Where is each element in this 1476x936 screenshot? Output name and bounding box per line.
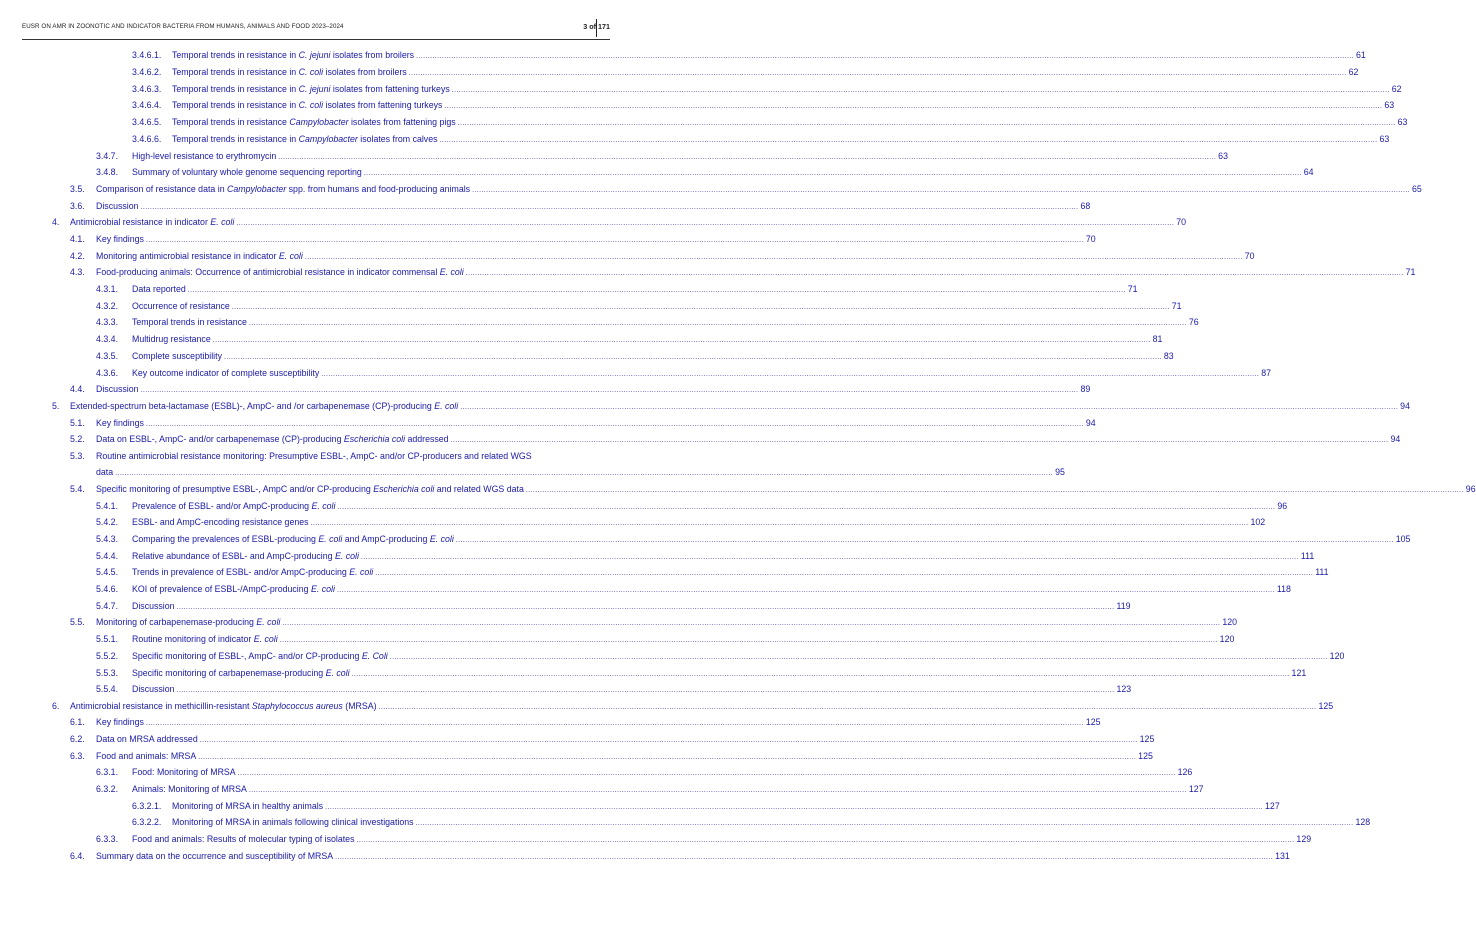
toc-entry[interactable] [96,299,1182,314]
toc-entry[interactable] [96,565,1329,580]
toc-dot-leader: ................................................................................................................................................................................................................................................................................................................................................................................................................ [223,354,1162,361]
toc-dot-leader: ................................................................................................................................................................................................................................................................................................................................................................................................................ [140,204,1079,211]
toc-entry[interactable] [96,366,1272,381]
toc-entry-number: 5.4.4. [96,551,119,561]
toc-dot-leader: ................................................................................................................................................................................................................................................................................................................................................................................................................ [310,520,1249,527]
toc-entry-number: 4.3.3. [96,317,119,327]
toc-entry-page: 87 [1261,368,1272,378]
header-title: EUSR ON AMR IN ZOONOTIC AND INDICATOR BACTERIA FROM HUMANS, ANIMALS AND FOOD 2023–2024 [22,23,344,30]
toc-entry-page: 125 [1318,701,1334,711]
toc-dot-leader: ................................................................................................................................................................................................................................................................................................................................................................................................................ [325,804,1264,811]
toc-entry-title: KOI of prevalence of ESBL-/AmpC-producing E. coli [132,584,335,594]
toc-entry-number: 5.5.2. [96,651,119,661]
toc-entry-page: 68 [1080,201,1091,211]
toc-dot-leader: ................................................................................................................................................................................................................................................................................................................................................................................................................ [444,103,1383,110]
toc-entry[interactable] [96,332,1163,347]
toc-entry-number: 5.3. [70,451,85,461]
toc-entry-number: 5.1. [70,418,85,428]
toc-entry[interactable] [96,349,1174,364]
toc-entry[interactable] [96,499,1288,514]
toc-dot-leader: ................................................................................................................................................................................................................................................................................................................................................................................................................ [375,570,1314,577]
toc-entry[interactable] [96,649,1345,664]
toc-entry-page: 63 [1218,151,1228,161]
toc-entry[interactable] [70,382,1091,397]
toc-entry[interactable] [70,732,1155,747]
toc-entry[interactable] [132,132,1390,147]
toc-entry-page: 127 [1188,784,1204,794]
toc-entry[interactable] [70,715,1101,730]
toc-entry-page: 63 [1397,117,1408,127]
toc-entry-page: 111 [1315,567,1329,577]
toc-dot-leader: ................................................................................................................................................................................................................................................................................................................................................................................................................ [212,337,1151,344]
toc-dot-leader: ................................................................................................................................................................................................................................................................................................................................................................................................................ [337,504,1276,511]
toc-entry-title: Temporal trends in resistance in C. jejuni isolates from broilers [172,50,415,60]
toc-dot-leader: ................................................................................................................................................................................................................................................................................................................................................................................................................ [415,820,1354,827]
toc-entry[interactable] [96,165,1314,180]
toc-entry-page: 121 [1291,668,1307,678]
toc-entry-title: Specific monitoring of carbapenemase-producing E. coli [132,668,350,678]
toc-dot-leader: ................................................................................................................................................................................................................................................................................................................................................................................................................ [451,87,1390,94]
toc-entry-number: 3.6. [70,201,85,211]
toc-entry-title: Routine monitoring of indicator E. coli [132,634,278,644]
toc-dot-leader: ................................................................................................................................................................................................................................................................................................................................................................................................................ [279,637,1218,644]
toc-dot-leader: ................................................................................................................................................................................................................................................................................................................................................................................................................ [335,854,1274,861]
toc-entry-title: Data reported [132,284,186,294]
toc-dot-leader: ................................................................................................................................................................................................................................................................................................................................................................................................................ [278,154,1217,161]
toc-entry-title: Discussion [132,684,175,694]
toc-entry-title: Monitoring antimicrobial resistance in indicator E. coli [96,251,303,261]
toc-entry-page: 83 [1163,351,1174,361]
toc-entry-title: Temporal trends in resistance in C. coli isolates from fattening turkeys [172,100,443,110]
toc-entry[interactable] [70,849,1290,864]
toc-entry-title: Temporal trends in resistance [132,317,247,327]
toc-entry-number: 6.3. [70,751,85,761]
toc-dot-leader: ................................................................................................................................................................................................................................................................................................................................................................................................................ [450,437,1389,444]
toc-entry-page: 64 [1303,167,1314,177]
toc-entry[interactable] [132,82,1402,97]
toc-entry-title: Summary of voluntary whole genome sequencing reporting [132,167,362,177]
toc-entry-title: Antimicrobial resistance in indicator E. coli [70,217,235,227]
toc-entry-number: 6.3.3. [96,834,119,844]
toc-entry-page: 96 [1465,484,1476,494]
toc-entry[interactable] [70,615,1237,630]
toc-entry[interactable] [52,699,1334,714]
toc-entry-number: 3.4.6.6. [132,134,162,144]
toc-entry[interactable] [96,549,1315,564]
toc-entry-title: Temporal trends in resistance in C. coli isolates from broilers [172,67,407,77]
toc-entry[interactable] [96,782,1204,797]
toc-entry-title: Specific monitoring of presumptive ESBL-, AmpC and/or CP-producing Escherichia coli and related WGS data [96,484,524,494]
toc-entry[interactable] [132,65,1359,80]
toc-entry-title: Discussion [96,201,139,211]
toc-entry-page: 71 [1171,301,1182,311]
toc-dot-leader: ................................................................................................................................................................................................................................................................................................................................................................................................................ [439,137,1378,144]
toc-dot-leader: ................................................................................................................................................................................................................................................................................................................................................................................................................ [457,120,1396,127]
toc-dot-leader: ................................................................................................................................................................................................................................................................................................................................................................................................................ [248,320,1187,327]
toc-entry[interactable] [96,532,1411,547]
toc-entry-page: 102 [1250,517,1266,527]
toc-entry-title: Comparison of resistance data in Campylobacter spp. from humans and food-producing animals [96,184,471,194]
toc-entry-number: 5.4. [70,484,85,494]
toc-entry-number: 4.3.2. [96,301,119,311]
toc-entry-title: Summary data on the occurrence and susceptibility of MRSA [96,851,334,861]
toc-entry-number: 4.3.6. [96,368,119,378]
toc-entry[interactable] [96,515,1266,530]
toc-entry-page: 125 [1138,751,1153,761]
toc-entry-number: 3.4.6.5. [132,117,162,127]
toc-entry-page: 95 [1055,467,1065,477]
toc-entry[interactable] [132,815,1371,830]
toc-entry-number: 5.2. [70,434,85,444]
toc-entry[interactable] [70,232,1096,247]
toc-dot-leader: ................................................................................................................................................................................................................................................................................................................................................................................................................ [304,254,1243,261]
toc-entry[interactable] [70,482,1476,497]
toc-entry-page: 62 [1348,67,1359,77]
toc-entry-number: 3.4.6.1. [132,50,162,60]
toc-entry-number: 5.4.6. [96,584,119,594]
toc-entry-page: 70 [1244,251,1255,261]
toc-dot-leader: ................................................................................................................................................................................................................................................................................................................................................................................................................ [176,687,1115,694]
toc-entry-page: 81 [1152,334,1163,344]
toc-entry-number: 6.1. [70,717,85,727]
toc-entry-title: Complete susceptibility [132,351,222,361]
toc-entry-page: 94 [1390,434,1401,444]
toc-dot-leader: ................................................................................................................................................................................................................................................................................................................................................................................................................ [321,371,1260,378]
toc-entry[interactable] [96,832,1312,847]
toc-entry-page: 131 [1275,851,1290,861]
toc-dot-leader: ................................................................................................................................................................................................................................................................................................................................................................................................................ [176,604,1115,611]
toc-entry-page: 119 [1116,601,1131,611]
toc-entry-number: 5.5.4. [96,684,119,694]
toc-entry-title: Routine antimicrobial resistance monitoring: Presumptive ESBL-, AmpC- and/or CP-producers and related WGS [96,451,532,461]
toc-entry-title: Food-producing animals: Occurrence of antimicrobial resistance in indicator commensal E. coli [96,267,464,277]
toc-entry-page: 65 [1412,184,1422,194]
toc-entry-title: ESBL- and AmpC-encoding resistance genes [132,517,309,527]
toc-dot-leader: ................................................................................................................................................................................................................................................................................................................................................................................................................ [465,270,1404,277]
toc-entry-continuation[interactable] [96,465,1065,480]
toc-entry-page: 118 [1276,584,1291,594]
toc-entry-title: Prevalence of ESBL- and/or AmpC-producing E. coli [132,501,336,511]
toc-dot-leader: ................................................................................................................................................................................................................................................................................................................................................................................................................ [145,421,1084,428]
toc-dot-leader: ................................................................................................................................................................................................................................................................................................................................................................................................................ [389,654,1328,661]
toc-entry-page: 105 [1395,534,1411,544]
toc-entry[interactable] [96,315,1199,330]
toc-entry[interactable] [96,599,1131,614]
toc-entry-title: Key outcome indicator of complete susceptibility [132,368,320,378]
toc-entry[interactable] [70,416,1096,431]
toc-entry-title: Relative abundance of ESBL- and AmpC-producing E. coli [132,551,359,561]
toc-dot-leader: ................................................................................................................................................................................................................................................................................................................................................................................................................ [187,287,1126,294]
toc-entry-page: 70 [1085,234,1096,244]
toc-entry-page: 62 [1391,84,1402,94]
toc-dot-leader: ................................................................................................................................................................................................................................................................................................................................................................................................................ [363,170,1302,177]
toc-entry[interactable] [70,249,1255,264]
toc-entry-page: 76 [1188,317,1199,327]
toc-entry-title: Monitoring of MRSA in healthy animals [172,801,324,811]
toc-entry[interactable] [96,632,1235,647]
toc-entry[interactable] [132,799,1280,814]
toc-dot-leader: ................................................................................................................................................................................................................................................................................................................................................................................................................ [336,587,1275,594]
toc-dot-leader: ................................................................................................................................................................................................................................................................................................................................................................................................................ [351,671,1290,678]
toc-entry-page: 94 [1400,401,1410,411]
toc-entry-number: 4. [52,217,60,227]
toc-dot-leader: ................................................................................................................................................................................................................................................................................................................................................................................................................ [140,387,1079,394]
toc-entry[interactable] [70,265,1416,280]
toc-entry[interactable] [70,182,1422,197]
toc-entry-page: 125 [1085,717,1101,727]
toc-entry-number: 6.3.1. [96,767,119,777]
toc-entry[interactable] [70,449,609,464]
toc-entry-number: 5.5. [70,617,85,627]
toc-entry-number: 5.5.3. [96,668,119,678]
toc-entry-number: 4.3.4. [96,334,119,344]
toc-entry-title: Key findings [96,418,144,428]
toc-entry-title: Food and animals: Results of molecular typing of isolates [132,834,355,844]
page-number: 3 of 171 [583,22,610,31]
toc-entry-number: 6.2. [70,734,85,744]
toc-entry-number: 3.4.6.4. [132,100,162,110]
toc-dot-leader: ................................................................................................................................................................................................................................................................................................................................................................................................................ [248,787,1187,794]
toc-entry[interactable] [96,682,1132,697]
toc-entry-title: Data on ESBL-, AmpC- and/or carbapenemase (CP)-producing Escherichia coli addressed [96,434,449,444]
toc-entry-number: 3.4.6.2. [132,67,162,77]
toc-dot-leader: ................................................................................................................................................................................................................................................................................................................................................................................................................ [378,704,1317,711]
toc-entry-number: 6.3.2.1. [132,801,162,811]
toc-entry-page: 71 [1127,284,1138,294]
toc-entry[interactable] [52,215,1187,230]
toc-entry-page: 63 [1384,100,1395,110]
toc-entry[interactable] [70,749,1153,764]
toc-entry-page: 89 [1080,384,1091,394]
toc-entry-title: Multidrug resistance [132,334,211,344]
toc-entry[interactable] [132,115,1408,130]
toc-entry-number: 5.5.1. [96,634,119,644]
toc-entry-title: Discussion [132,601,175,611]
toc-entry-page: 71 [1405,267,1416,277]
toc-entry-page: 111 [1300,551,1315,561]
toc-entry-title: Specific monitoring of ESBL-, AmpC- and/or CP-producing E. Coli [132,651,388,661]
toc-entry-title: Data on MRSA addressed [96,734,198,744]
toc-entry-page: 123 [1116,684,1132,694]
toc-entry-number: 4.3.5. [96,351,119,361]
toc-entry-number: 4.4. [70,384,85,394]
toc-entry-number: 4.3.1. [96,284,119,294]
toc-entry-number: 5.4.1. [96,501,119,511]
toc-entry-title: Antimicrobial resistance in methicillin-resistant Staphylococcus aureus (MRSA) [70,701,377,711]
toc-entry-title: Monitoring of carbapenemase-producing E. coli [96,617,281,627]
toc-entry-number: 5. [52,401,60,411]
toc-entry-title: Food: Monitoring of MRSA [132,767,236,777]
toc-entry[interactable] [96,765,1193,780]
toc-dot-leader: ................................................................................................................................................................................................................................................................................................................................................................................................................ [360,554,1299,561]
toc-dot-leader: ................................................................................................................................................................................................................................................................................................................................................................................................................ [416,53,1354,60]
toc-entry-number: 6.3.2.2. [132,817,162,827]
toc-dot-leader: ................................................................................................................................................................................................................................................................................................................................................................................................................ [198,754,1137,761]
toc-entry-page: 120 [1329,651,1345,661]
toc-entry-title: Temporal trends in resistance Campylobacter isolates from fattening pigs [172,117,456,127]
toc-entry-title: High-level resistance to erythromycin [132,151,277,161]
toc-dot-leader: ................................................................................................................................................................................................................................................................................................................................................................................................................ [115,470,1054,477]
toc-entry-page: 120 [1222,617,1237,627]
toc-dot-leader: ................................................................................................................................................................................................................................................................................................................................................................................................................ [282,620,1221,627]
toc-entry-number: 5.4.5. [96,567,119,577]
toc-entry-number: 6. [52,701,60,711]
toc-entry[interactable] [52,399,1410,414]
toc-entry[interactable] [132,98,1395,113]
toc-entry-title: Trends in prevalence of ESBL- and/or AmpC-producing E. coli [132,567,374,577]
toc-entry[interactable] [96,282,1138,297]
toc-entry-page: 70 [1176,217,1187,227]
toc-entry-title: Key findings [96,717,144,727]
toc-entry[interactable] [96,582,1291,597]
toc-dot-leader: ................................................................................................................................................................................................................................................................................................................................................................................................................ [472,187,1411,194]
toc-entry-number: 4.3. [70,267,85,277]
toc-entry-title: Discussion [96,384,139,394]
toc-dot-leader: ................................................................................................................................................................................................................................................................................................................................................................................................................ [231,304,1170,311]
toc-entry-number: 6.3.2. [96,784,119,794]
toc-entry-number: 6.4. [70,851,85,861]
toc-entry-title: Food and animals: MRSA [96,751,197,761]
toc-entry-number: 5.4.2. [96,517,119,527]
toc-dot-leader: ................................................................................................................................................................................................................................................................................................................................................................................................................ [199,737,1138,744]
toc-entry-title: Comparing the prevalences of ESBL-producing E. coli and AmpC-producing E. coli [132,534,454,544]
toc-entry-number: 3.4.7. [96,151,119,161]
toc-entry-number: 3.5. [70,184,85,194]
toc-entry-title: Monitoring of MRSA in animals following clinical investigations [172,817,414,827]
toc-entry[interactable] [132,48,1366,63]
toc-entry-title: Animals: Monitoring of MRSA [132,784,247,794]
toc-dot-leader: ................................................................................................................................................................................................................................................................................................................................................................................................................ [460,404,1399,411]
toc-entry-number: 5.4.3. [96,534,119,544]
toc-entry-page: 63 [1379,134,1390,144]
toc-entry-page: 127 [1265,801,1280,811]
toc-entry-title: Temporal trends in resistance in C. jejuni isolates from fattening turkeys [172,84,450,94]
toc-dot-leader: ................................................................................................................................................................................................................................................................................................................................................................................................................ [236,220,1175,227]
toc-dot-leader: ................................................................................................................................................................................................................................................................................................................................................................................................................ [525,487,1464,494]
toc-entry-page: 94 [1085,418,1096,428]
toc-entry-number: 5.4.7. [96,601,119,611]
toc-entry-number: 3.4.8. [96,167,119,177]
page-header [22,17,610,40]
toc-entry-page: 120 [1219,634,1235,644]
toc-entry-number: 3.4.6.3. [132,84,162,94]
toc-dot-leader: ................................................................................................................................................................................................................................................................................................................................................................................................................ [408,70,1347,77]
toc-dot-leader: ................................................................................................................................................................................................................................................................................................................................................................................................................ [455,537,1394,544]
toc-entry-page: 96 [1277,501,1288,511]
toc-entry[interactable] [70,432,1401,447]
toc-entry[interactable] [70,199,1091,214]
toc-dot-leader: ................................................................................................................................................................................................................................................................................................................................................................................................................ [145,720,1084,727]
toc-entry-number: 4.2. [70,251,85,261]
toc-dot-leader: ................................................................................................................................................................................................................................................................................................................................................................................................................ [145,237,1084,244]
toc-dot-leader: ................................................................................................................................................................................................................................................................................................................................................................................................................ [356,837,1295,844]
toc-entry-title: Occurrence of resistance [132,301,230,311]
toc-entry-title: Key findings [96,234,144,244]
toc-entry[interactable] [96,666,1307,681]
toc-entry-number: 4.1. [70,234,85,244]
toc-entry[interactable] [96,149,1228,164]
toc-entry-page: 61 [1355,50,1366,60]
toc-entry-title: Temporal trends in resistance in Campylobacter isolates from calves [172,134,438,144]
toc-entry-page: 129 [1296,834,1312,844]
toc-entry-page: 126 [1177,767,1193,777]
toc-entry-page: 128 [1355,817,1371,827]
toc-entry-title-continuation: data [96,467,114,477]
toc-dot-leader: ................................................................................................................................................................................................................................................................................................................................................................................................................ [237,770,1176,777]
toc-entry-page: 125 [1139,734,1155,744]
toc-entry-title: Extended-spectrum beta-lactamase (ESBL)-, AmpC- and /or carbapenemase (CP)-producing E. coli [70,401,459,411]
